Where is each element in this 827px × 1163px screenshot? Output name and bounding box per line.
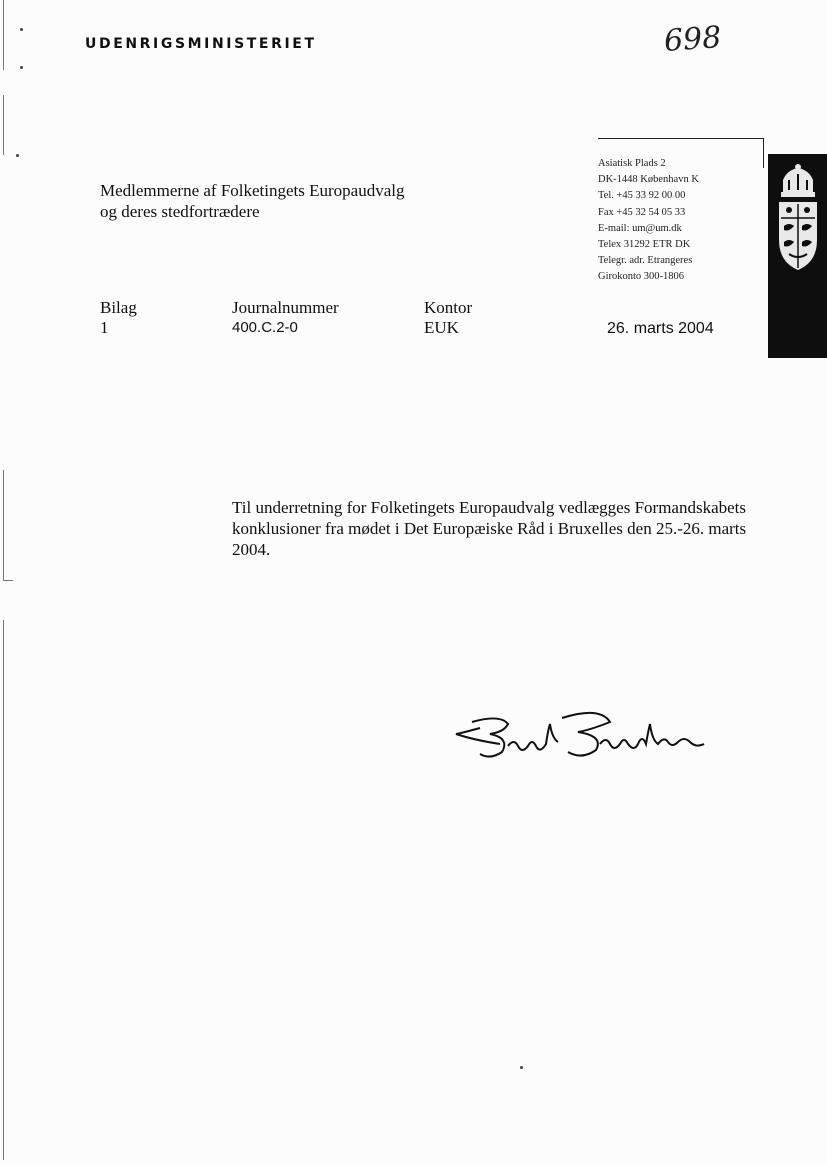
scan-dot: [520, 1066, 523, 1069]
scan-margin-line: [3, 470, 4, 580]
journal-value: 400.C.2-0: [232, 319, 298, 336]
contact-rule: [598, 138, 764, 139]
contact-telex: Telex 31292 ETR DK: [598, 239, 691, 251]
bilag-label: Bilag: [100, 298, 137, 317]
scan-margin-line: [3, 620, 4, 1160]
kontor-label: Kontor: [424, 298, 473, 317]
crest-panel: [768, 154, 827, 358]
scan-dot: [20, 28, 23, 31]
contact-tel: Tel. +45 33 92 00 00: [598, 190, 686, 202]
recipient-block: [100, 180, 405, 222]
contact-postal: DK-1448 København K: [598, 174, 699, 186]
royal-coat-of-arms-icon: [775, 162, 821, 272]
bilag-column: [100, 298, 137, 338]
recipient-line: og deres stedfortrædere: [100, 202, 260, 221]
handwritten-signature-icon: [450, 708, 730, 788]
contact-address: Asiatisk Plads 2: [598, 158, 666, 169]
contact-email: E-mail: um@um.dk: [598, 222, 682, 234]
scan-margin-line: [3, 95, 4, 155]
contact-block: [598, 156, 699, 286]
handwritten-page-number: 698: [662, 20, 723, 59]
scan-dot: [20, 66, 23, 69]
letter-body: Til underretning for Folketingets Europaudvalg vedlægges Formandskabets konklusioner fra mødet i Det Europæiske Råd i Bruxelles den 25.-26. marts 2004.: [232, 498, 747, 559]
ministry-name: UDENRIGSMINISTERIET: [85, 36, 317, 52]
journal-label: Journalnummer: [232, 298, 339, 317]
contact-rule: [763, 138, 764, 168]
contact-giro: Girokonto 300-1806: [598, 271, 685, 283]
kontor-value: EUK: [424, 318, 459, 337]
letter-date: 26. marts 2004: [607, 320, 714, 337]
scan-dot: [16, 154, 19, 157]
bilag-value: 1: [100, 318, 109, 337]
scan-margin-tick: [3, 580, 13, 581]
contact-fax: Fax +45 32 54 05 33: [598, 206, 686, 218]
kontor-column: [424, 298, 472, 338]
recipient-line: Medlemmerne af Folketingets Europaudvalg: [100, 181, 405, 200]
journal-column: [232, 298, 339, 338]
scan-margin-line: [3, 0, 4, 70]
contact-telegr: Telegr. adr. Etrangeres: [598, 255, 693, 267]
